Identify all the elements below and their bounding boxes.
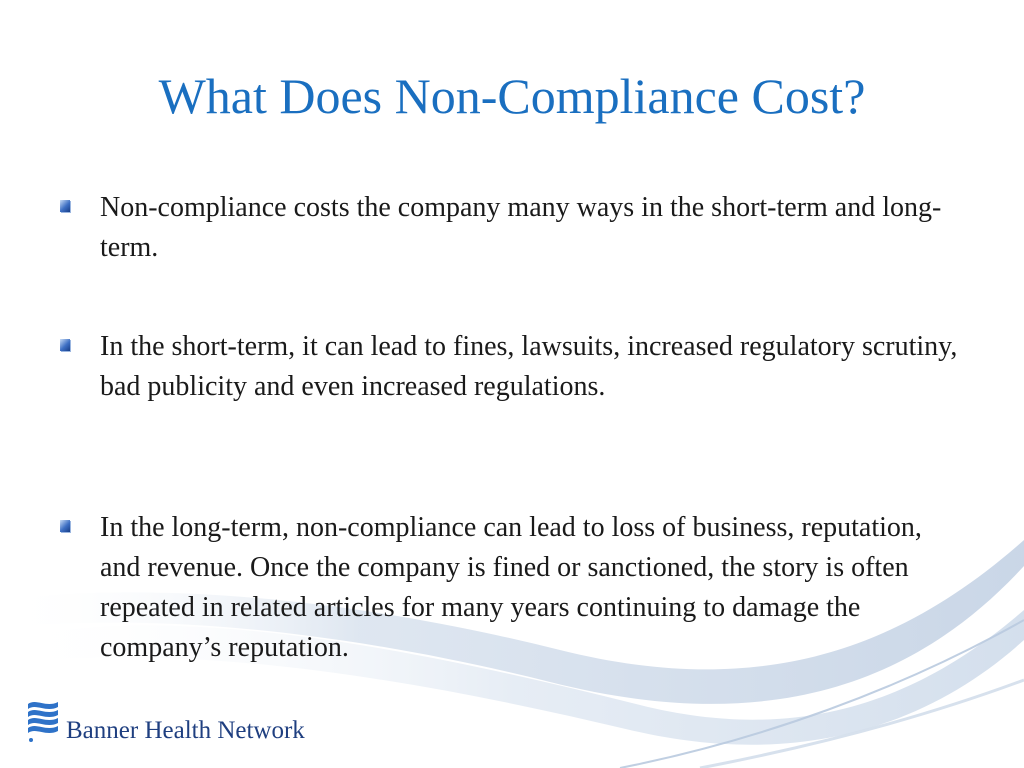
bullet-text: Non-compliance costs the company many ways in the short-term and long-term. — [100, 192, 942, 263]
wave-flag-logo-icon — [24, 698, 64, 746]
logo-wordmark: Banner Health Network — [66, 717, 305, 744]
bullet-text: In the short-term, it can lead to fines, lawsuits, increased regulatory scrutiny, bad publicity and even increased regulations. — [100, 331, 958, 402]
bullet-item — [100, 188, 960, 268]
slide-title: What Does Non-Compliance Cost? — [158, 68, 866, 124]
bullet-text: In the long-term, non-compliance can lead to loss of business, reputation, and revenue. Once the company is fined or sanctioned, the story is often repeated in related articles for many years continuing to damage the company’s reputation. — [100, 512, 922, 663]
banner-health-network-logo — [24, 698, 324, 748]
bullet-item — [100, 327, 960, 407]
square-bullet-icon — [60, 339, 70, 351]
square-bullet-icon — [60, 520, 70, 532]
bullet-item — [100, 508, 960, 668]
square-bullet-icon — [60, 200, 70, 212]
